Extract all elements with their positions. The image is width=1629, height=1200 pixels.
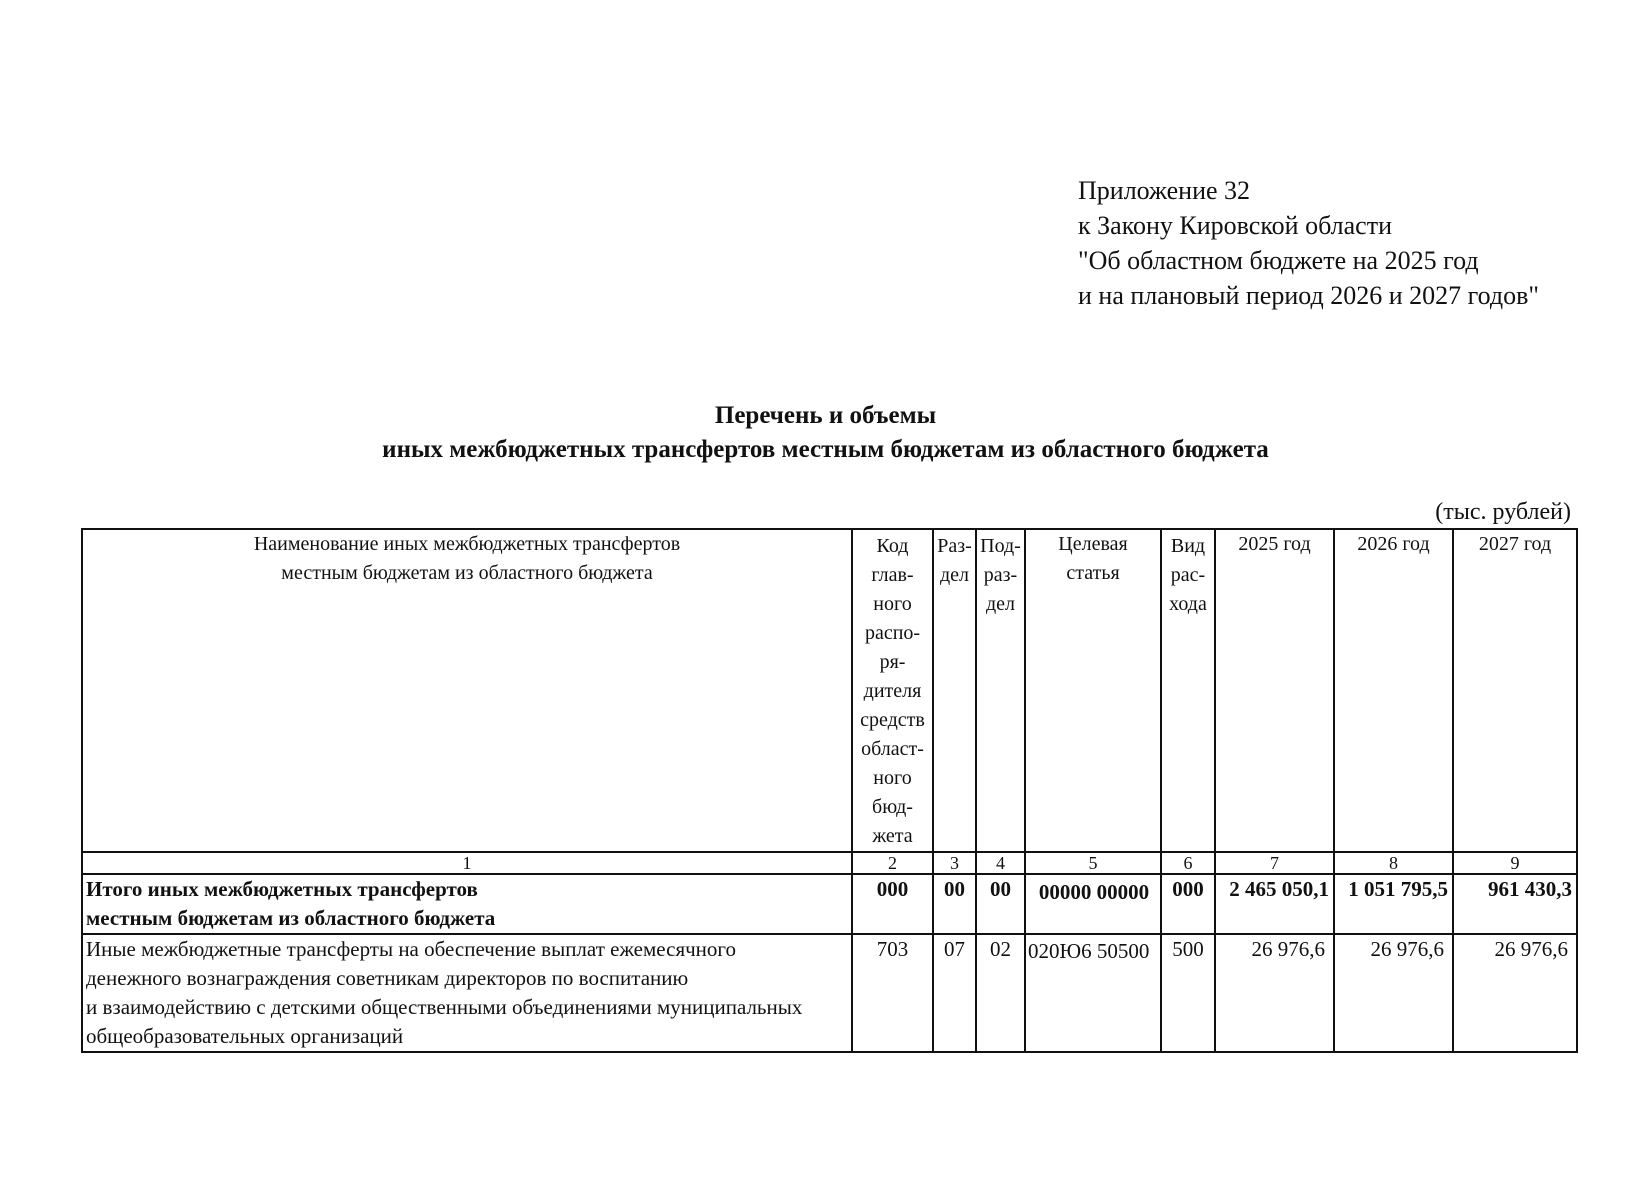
row-name-line: денежного вознаграждения советникам директоров по воспитанию [86, 966, 689, 990]
header-target-line: статья [1066, 562, 1120, 584]
header-2025: 2025 год [1215, 529, 1334, 852]
row-name-line: общеобразовательных организаций [86, 1024, 404, 1048]
header-section-line: Раз- [937, 535, 972, 557]
row-type: 500 [1161, 934, 1215, 1052]
appendix-law-title-line1: "Об областном бюджете на 2025 год [1078, 246, 1479, 275]
header-code-line: распо- [864, 622, 921, 644]
row-type: 000 [1161, 874, 1215, 934]
row-value-2026: 1 051 795,5 [1334, 874, 1453, 934]
header-name-line: Наименование иных межбюджетных трансфертов [253, 533, 681, 555]
column-number: 1 [82, 852, 852, 874]
row-target: 020Ю6 50500 [1025, 934, 1161, 1052]
row-name-cell [82, 874, 852, 934]
header-name-line: местным бюджетам из областного бюджета [281, 562, 653, 584]
appendix-number: Приложение 32 [1078, 176, 1251, 205]
row-value-2026: 26 976,6 [1334, 934, 1453, 1052]
row-target: 00000 00000 [1025, 874, 1161, 934]
transfers-table [81, 528, 1578, 1053]
header-code-line: жета [872, 825, 913, 847]
table-row-total [82, 874, 1577, 934]
header-code-line: ного [873, 767, 912, 789]
header-subsection-line: раз- [983, 564, 1018, 586]
header-code-line: ного [873, 593, 912, 615]
row-name-cell [82, 934, 852, 1052]
units-label: (тыс. рублей) [1435, 499, 1571, 525]
table-header-row [82, 529, 1577, 852]
column-number: 5 [1025, 852, 1161, 874]
header-code-line: бюд- [872, 796, 913, 818]
header-2026: 2026 год [1334, 529, 1453, 852]
row-code: 703 [852, 934, 933, 1052]
document-title-line1: Перечень и объемы [714, 402, 937, 429]
header-subsection [976, 529, 1025, 852]
column-numbers-row [82, 852, 1577, 874]
header-name [82, 529, 852, 852]
header-code-line: ря- [879, 651, 906, 673]
header-type-line: Вид [1170, 535, 1206, 557]
header-code-line: средств [860, 709, 925, 731]
header-subsection-line: Под- [980, 535, 1021, 557]
header-type-line: хода [1169, 593, 1207, 615]
header-type [1161, 529, 1215, 852]
row-value-2027: 26 976,6 [1453, 934, 1577, 1052]
column-number: 9 [1453, 852, 1577, 874]
header-subsection-line: дел [985, 593, 1016, 615]
header-section [933, 529, 976, 852]
table-row [82, 934, 1577, 1052]
row-name-line: местным бюджетам из областного бюджета [86, 906, 496, 930]
appendix-law-reference: к Закону Кировской области [1078, 211, 1392, 240]
document-title-line2: иных межбюджетных трансфертов местным бюджетам из областного бюджета [382, 436, 1269, 463]
header-target-line: Целевая [1058, 533, 1128, 555]
row-value-2027: 961 430,3 [1453, 874, 1577, 934]
header-code [852, 529, 933, 852]
header-target [1025, 529, 1161, 852]
header-2027: 2027 год [1453, 529, 1577, 852]
column-number: 6 [1161, 852, 1215, 874]
header-code-line: дителя [863, 680, 922, 702]
column-number: 8 [1334, 852, 1453, 874]
row-value-2025: 26 976,6 [1215, 934, 1334, 1052]
row-value-2025: 2 465 050,1 [1215, 874, 1334, 934]
appendix-law-title-line2: и на плановый период 2026 и 2027 годов" [1078, 281, 1540, 310]
appendix-stamp [1078, 173, 1539, 313]
row-name-line: и взаимодействию с детскими общественными объединениями муниципальных [86, 995, 803, 1019]
column-number: 4 [976, 852, 1025, 874]
column-number: 7 [1215, 852, 1334, 874]
row-code: 000 [852, 874, 933, 934]
row-section: 07 [933, 934, 976, 1052]
row-name-line: Иные межбюджетные трансферты на обеспечение выплат ежемесячного [86, 937, 736, 961]
header-section-line: дел [939, 564, 970, 586]
row-name-line: Итого иных межбюджетных трансфертов [86, 877, 478, 901]
header-type-line: рас- [1170, 564, 1206, 586]
row-subsection: 00 [976, 874, 1025, 934]
row-section: 00 [933, 874, 976, 934]
column-number: 2 [852, 852, 933, 874]
row-subsection: 02 [976, 934, 1025, 1052]
column-number: 3 [933, 852, 976, 874]
header-code-line: област- [861, 738, 924, 760]
header-code-line: глав- [871, 564, 914, 586]
header-code-line: Код [876, 535, 909, 557]
